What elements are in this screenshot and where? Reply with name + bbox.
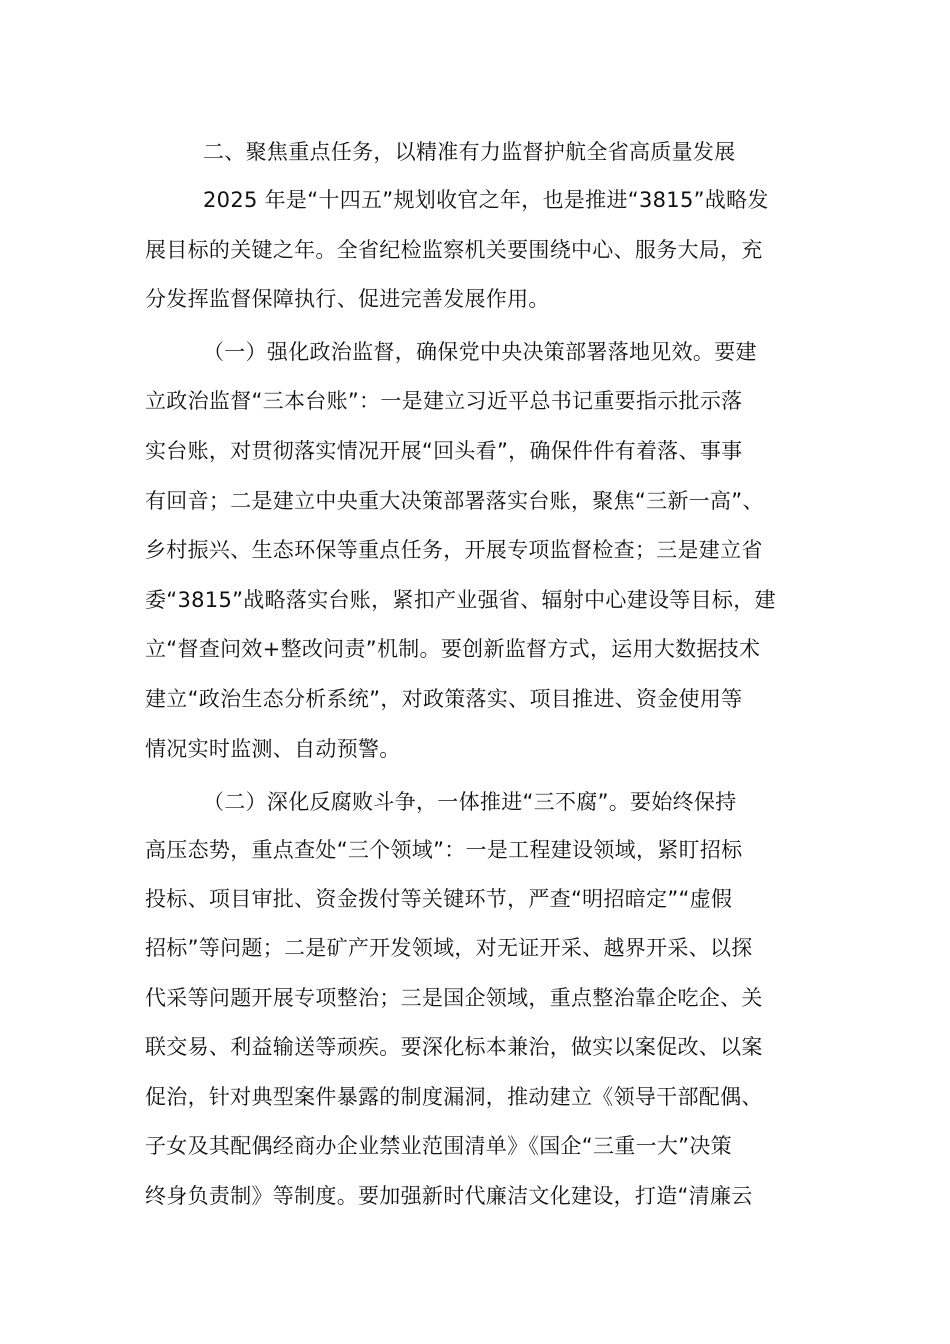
section2-line-4: 招标”等问题；二是矿产开发领域，对无证开采、越界开采、以探 bbox=[145, 936, 753, 960]
section1-line-6: 委“3815”战略落实台账，紧扣产业强省、辐射中心建设等目标，建 bbox=[145, 588, 776, 612]
section1-line-2: 立政治监督“三本台账”：一是建立习近平总书记重要指示批示落 bbox=[145, 389, 743, 413]
section2-line-9: 终身负责制》等制度。要加强新时代廉洁文化建设，打造“清廉云 bbox=[145, 1184, 753, 1208]
section1-line-8: 建立“政治生态分析系统”，对政策落实、项目推进、资金使用等 bbox=[145, 687, 743, 711]
section2-line-8: 子女及其配偶经商办企业禁业范围清单》《国企“三重一大”决策 bbox=[145, 1134, 732, 1158]
section2-line-7: 促治，针对典型案件暴露的制度漏洞，推动建立《领导干部配偶、 bbox=[145, 1085, 763, 1109]
section2-line-1: （二）深化反腐败斗争，一体推进“三不腐”。要始终保持 bbox=[203, 790, 737, 814]
section1-line-5: 乡村振兴、生态环保等重点任务，开展专项监督检查；三是建立省 bbox=[145, 538, 763, 562]
section-heading: 二、聚焦重点任务，以精准有力监督护航全省高质量发展 bbox=[203, 140, 736, 164]
intro-line-1: 2025 年是“十四五”规划收官之年，也是推进“3815”战略发 bbox=[203, 188, 769, 212]
section1-line-7: 立“督查问效+整改问责”机制。要创新监督方式，运用大数据技术 bbox=[145, 637, 761, 661]
section2-line-3: 投标、项目审批、资金拨付等关键环节，严查“明招暗定”“虚假 bbox=[145, 887, 733, 911]
section2-line-2: 高压态势，重点查处“三个领域”：一是工程建设领域，紧盯招标 bbox=[145, 838, 743, 862]
section1-line-1: （一）强化政治监督，确保党中央决策部署落地见效。要建 bbox=[203, 340, 757, 364]
section2-line-6: 联交易、利益输送等顽疾。要深化标本兼治，做实以案促改、以案 bbox=[145, 1035, 763, 1059]
section1-line-9: 情况实时监测、自动预警。 bbox=[145, 737, 401, 761]
intro-line-2: 展目标的关键之年。全省纪检监察机关要围绕中心、服务大局，充 bbox=[145, 238, 763, 262]
intro-line-3: 分发挥监督保障执行、促进完善发展作用。 bbox=[145, 287, 550, 311]
section1-line-4: 有回音；二是建立中央重大决策部署落实台账，聚焦“三新一高”、 bbox=[145, 489, 764, 513]
section1-line-3: 实台账，对贯彻落实情况开展“回头看”，确保件件有着落、事事 bbox=[145, 439, 743, 463]
section2-line-5: 代采等问题开展专项整治；三是国企领域，重点整治靠企吃企、关 bbox=[145, 986, 763, 1010]
